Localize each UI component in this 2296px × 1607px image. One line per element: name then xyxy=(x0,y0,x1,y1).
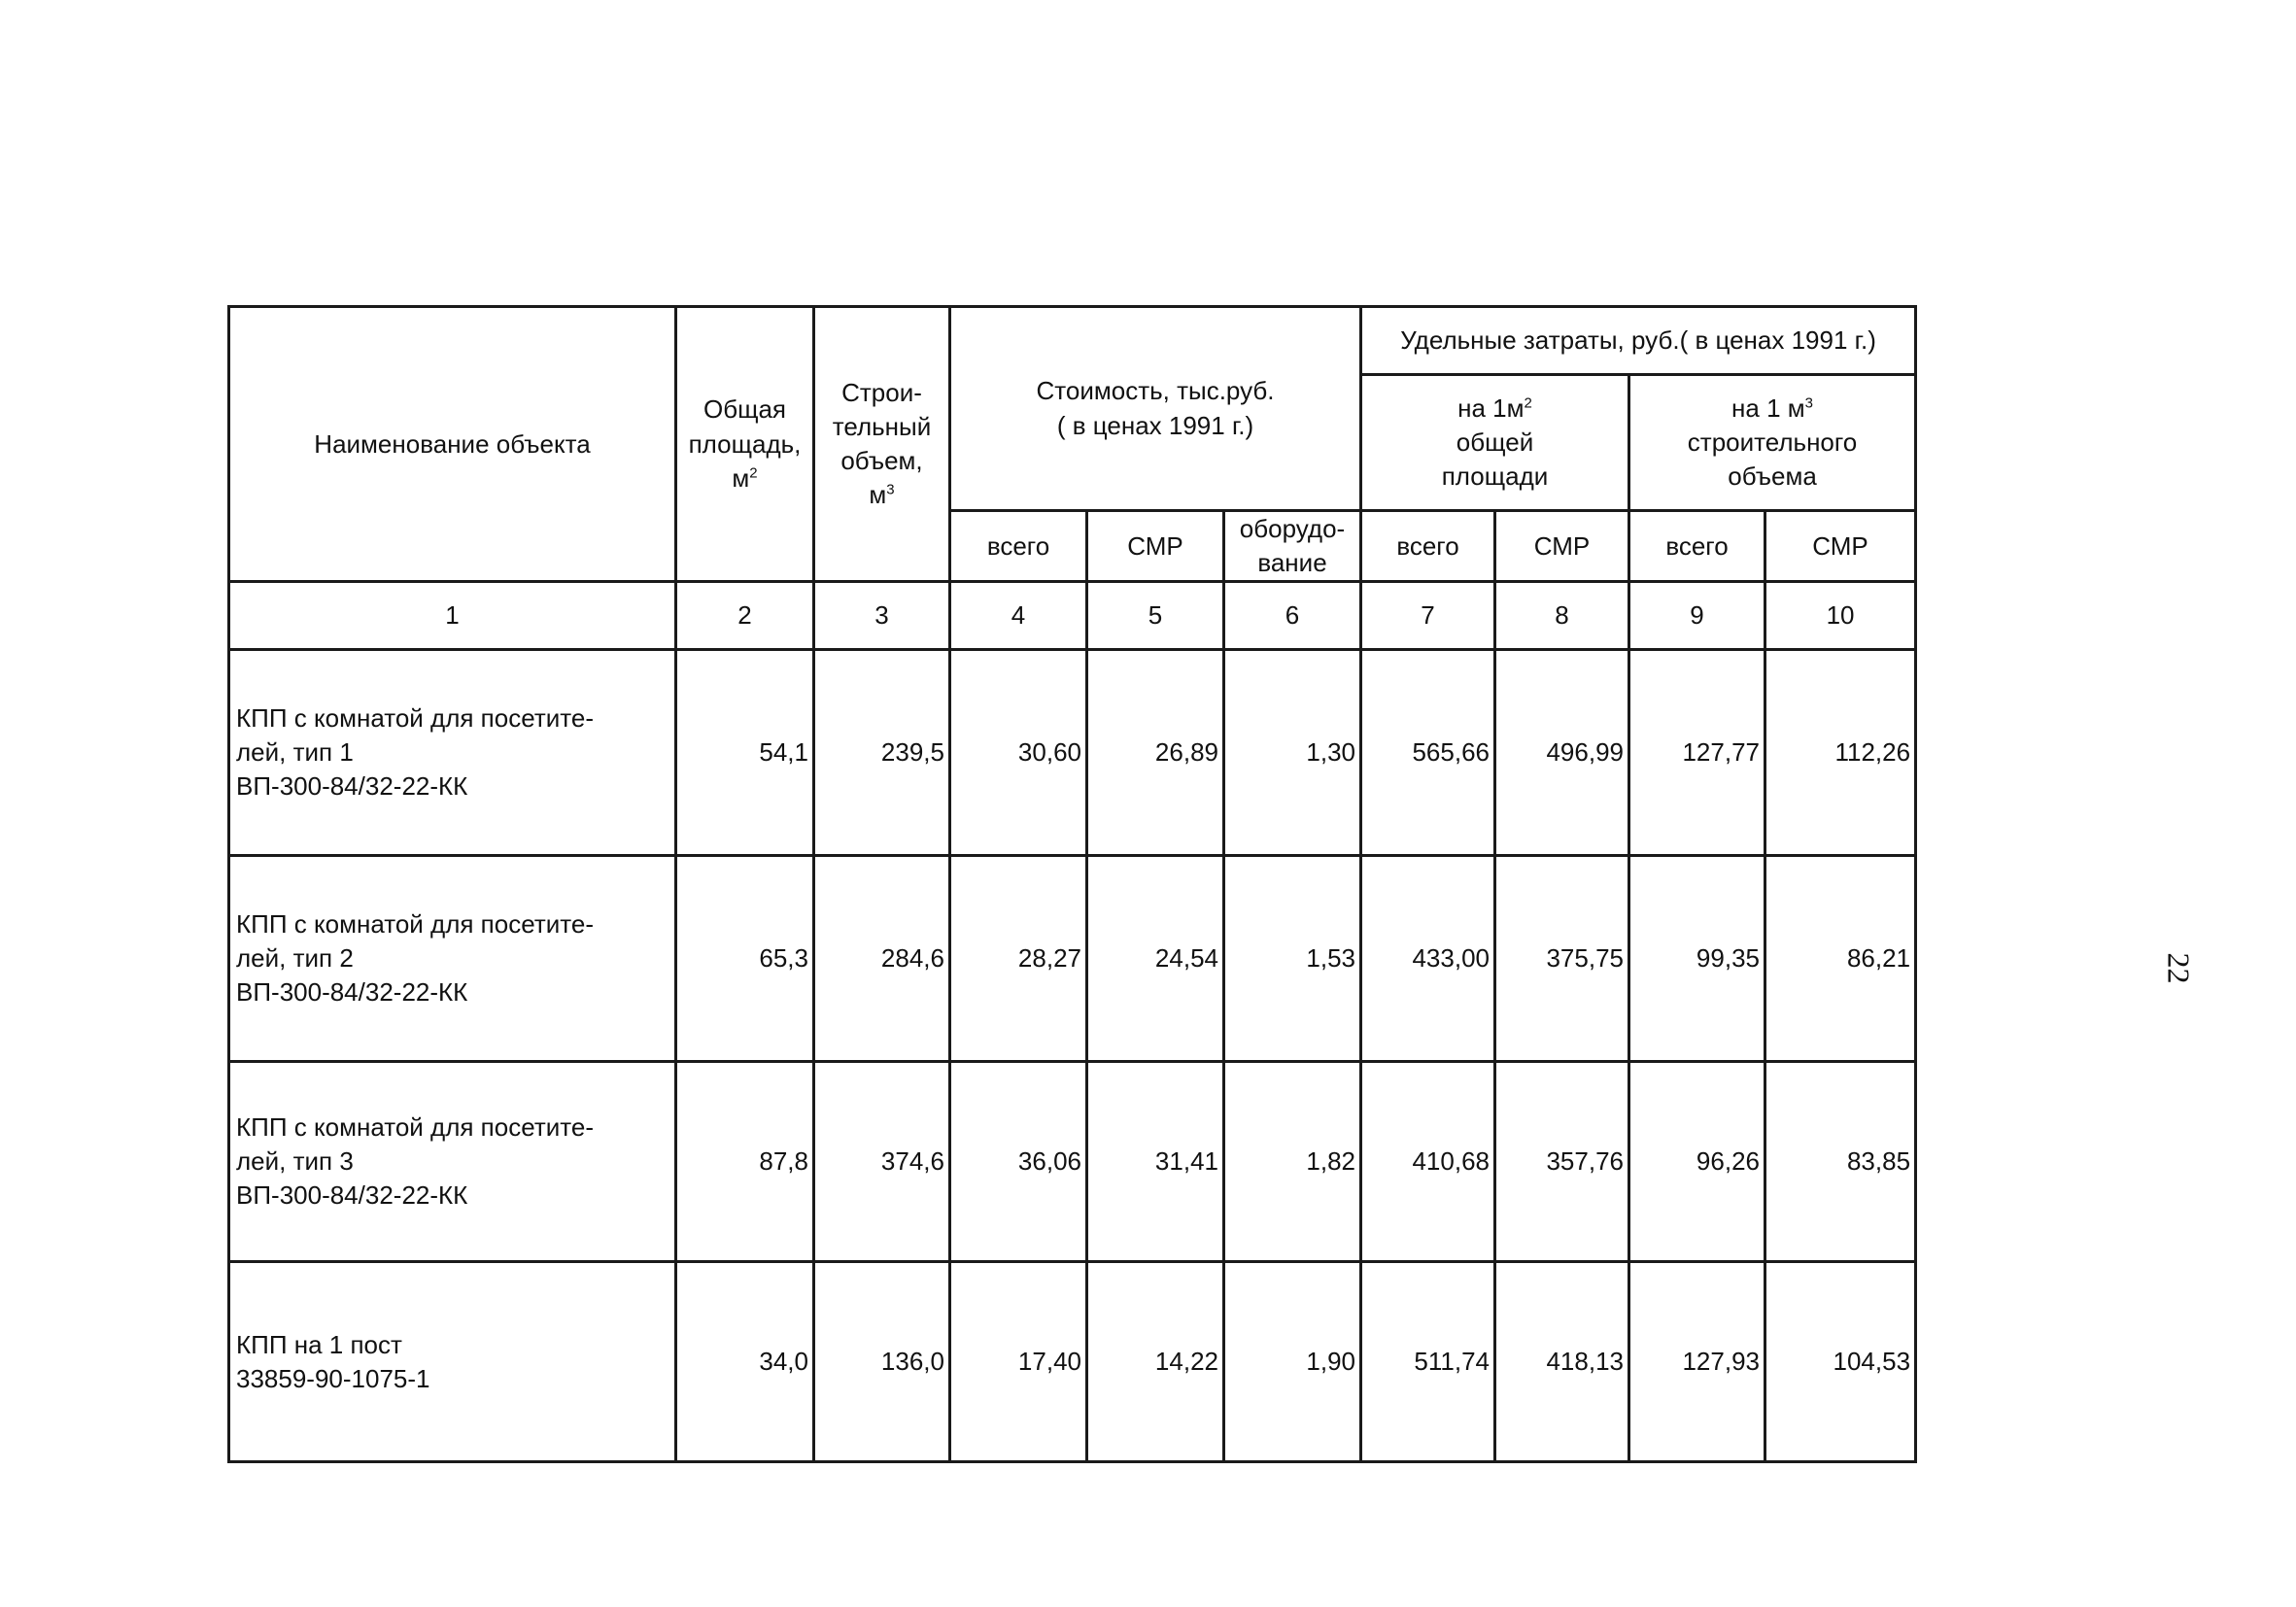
column-number-row xyxy=(229,582,1916,650)
object-name: КПП с комнатой для посетите- лей, тип 1 ВП-300-84/32-22-КК xyxy=(229,650,676,856)
cell-m2-total: 410,68 xyxy=(1361,1062,1495,1262)
cell-cost-equipment: 1,30 xyxy=(1224,650,1361,856)
col-number: 10 xyxy=(1765,582,1916,650)
col-number: 2 xyxy=(676,582,814,650)
header-name: Наименование объекта xyxy=(229,307,676,582)
header-cost-smr: СМР xyxy=(1087,511,1224,582)
cell-area: 65,3 xyxy=(676,856,814,1062)
col-number: 1 xyxy=(229,582,676,650)
page-number: 22 xyxy=(2161,952,2197,984)
cell-volume: 136,0 xyxy=(814,1262,950,1462)
col-number: 6 xyxy=(1224,582,1361,650)
col-number: 8 xyxy=(1495,582,1629,650)
header-volume: Строи- тельный объем, $м^3$ xyxy=(814,307,950,582)
cell-volume: 239,5 xyxy=(814,650,950,856)
table-row xyxy=(229,1062,1916,1262)
cell-m3-smr: 112,26 xyxy=(1765,650,1916,856)
cell-m2-total: 511,74 xyxy=(1361,1262,1495,1462)
cell-m2-total: 565,66 xyxy=(1361,650,1495,856)
cell-cost-total: 28,27 xyxy=(950,856,1087,1062)
cell-cost-equipment: 1,82 xyxy=(1224,1062,1361,1262)
header-m3-total: всего xyxy=(1629,511,1765,582)
header-specific-group: Удельные затраты, руб.( в ценах 1991 г.) xyxy=(1361,307,1916,375)
cell-area: 87,8 xyxy=(676,1062,814,1262)
cell-m3-smr: 86,21 xyxy=(1765,856,1916,1062)
cell-area: 54,1 xyxy=(676,650,814,856)
header-m2-total: всего xyxy=(1361,511,1495,582)
cell-cost-smr: 26,89 xyxy=(1087,650,1224,856)
cell-m2-smr: 496,99 xyxy=(1495,650,1629,856)
cell-m2-smr: 357,76 xyxy=(1495,1062,1629,1262)
cell-m3-total: 127,77 xyxy=(1629,650,1765,856)
cell-cost-equipment: 1,90 xyxy=(1224,1262,1361,1462)
object-name: КПП на 1 пост 33859-90-1075-1 xyxy=(229,1262,676,1462)
table-row xyxy=(229,856,1916,1062)
object-name: КПП с комнатой для посетите- лей, тип 3 ВП-300-84/32-22-КК xyxy=(229,1062,676,1262)
cell-m3-total: 127,93 xyxy=(1629,1262,1765,1462)
cell-m3-smr: 83,85 xyxy=(1765,1062,1916,1262)
col-number: 9 xyxy=(1629,582,1765,650)
cost-table xyxy=(227,305,1917,1463)
header-m3-smr: СМР xyxy=(1765,511,1916,582)
cell-m2-smr: 418,13 xyxy=(1495,1262,1629,1462)
col-number: 3 xyxy=(814,582,950,650)
table-row xyxy=(229,650,1916,856)
cell-m2-total: 433,00 xyxy=(1361,856,1495,1062)
cell-m3-smr: 104,53 xyxy=(1765,1262,1916,1462)
cell-cost-total: 36,06 xyxy=(950,1062,1087,1262)
cell-cost-smr: 14,22 xyxy=(1087,1262,1224,1462)
header-per-m2: на $1м^2$ общей площади xyxy=(1361,375,1629,511)
cell-volume: 374,6 xyxy=(814,1062,950,1262)
header-area: Общая площадь, $м^2$ xyxy=(676,307,814,582)
header-cost-equipment: оборудо- вание xyxy=(1224,511,1361,582)
object-name: КПП с комнатой для посетите- лей, тип 2 ВП-300-84/32-22-КК xyxy=(229,856,676,1062)
col-number: 7 xyxy=(1361,582,1495,650)
cell-m3-total: 99,35 xyxy=(1629,856,1765,1062)
header-cost-group: Стоимость, тыс.руб. ( в ценах 1991 г.) xyxy=(950,307,1361,511)
header-cost-total: всего xyxy=(950,511,1087,582)
cell-volume: 284,6 xyxy=(814,856,950,1062)
header-per-m3: на 1 $м^3$ строительного объема xyxy=(1629,375,1916,511)
cell-cost-total: 30,60 xyxy=(950,650,1087,856)
col-number: 4 xyxy=(950,582,1087,650)
cell-cost-smr: 31,41 xyxy=(1087,1062,1224,1262)
table-row xyxy=(229,1262,1916,1462)
cell-cost-smr: 24,54 xyxy=(1087,856,1224,1062)
cell-area: 34,0 xyxy=(676,1262,814,1462)
col-number: 5 xyxy=(1087,582,1224,650)
header-m2-smr: СМР xyxy=(1495,511,1629,582)
cell-cost-total: 17,40 xyxy=(950,1262,1087,1462)
cell-cost-equipment: 1,53 xyxy=(1224,856,1361,1062)
cell-m2-smr: 375,75 xyxy=(1495,856,1629,1062)
cell-m3-total: 96,26 xyxy=(1629,1062,1765,1262)
